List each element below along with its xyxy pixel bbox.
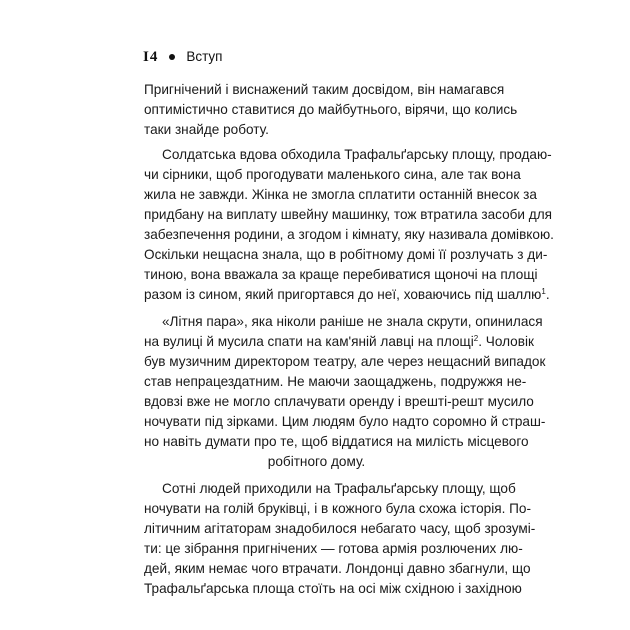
line-text: . Чоловік	[478, 334, 534, 349]
text-line: ти: це зібрання пригнічених — готова армія розлючених лю-	[144, 541, 523, 556]
text-line: вдовзі вже не могло сплачувати оренду і врешті-решт мусило	[144, 394, 534, 409]
text-line: літичним агітаторам знадобилося небагато часу, щоб зрозумі-	[144, 521, 536, 536]
text-line: Солдатська вдова обходила Трафальґарську площу, продаю-	[162, 147, 552, 162]
text-line: тиною, вона вважала за краще перебиватися щоночі на площі	[144, 267, 538, 282]
text-line: но навіть думати про те, щоб віддатися на милість місцевого	[144, 434, 529, 449]
text-line: ночувати під зірками. Цим людям було надто соромно й страш-	[144, 414, 546, 429]
text-line: ночувати на голій бруківці, і в кожного була схожа історія. По-	[144, 501, 531, 516]
text-line: жила не завжди. Жінка не змогла сплатити останній внесок за	[144, 187, 537, 202]
line-text: разом із сином, який пригортався до неї, ховаючись під шаллю	[144, 287, 542, 302]
text-line: таки знайде роботу.	[144, 122, 269, 137]
footnote-ref: 1	[541, 287, 546, 296]
text-line: оптимістично ставитися до майбутнього, вірячи, що колись	[144, 102, 518, 117]
bullet-separator	[169, 54, 175, 60]
text-line: Трафальґарська площа стоїть на осі між східною і західною	[144, 581, 522, 596]
line-text: на вулиці й мусила спати на кам'яній лавці на площі	[144, 334, 474, 349]
text-line: забезпечення родини, а згодом і кімнату, яку називала домівкою.	[144, 227, 554, 242]
text-line: чи сірники, щоб прогодувати маленького сина, але так вона	[144, 167, 521, 182]
section-title: Вступ	[186, 49, 223, 64]
text-line: робітного дому.	[267, 454, 366, 469]
text-line: Сотні людей приходили на Трафальґарську площу, щоб	[162, 481, 516, 496]
text-line: був музичним директором театру, але через нещасний випадок	[144, 354, 546, 369]
text-line: придбану на виплату швейну машинку, тож втратила засоби для	[144, 207, 553, 222]
running-head	[143, 47, 223, 67]
text-line: став непрацездатним. Не маючи заощаджень, подружжя не-	[144, 374, 527, 389]
text-line	[144, 332, 534, 352]
text-line: дей, яким немає чого втрачати. Лондонці давно збагнули, що	[144, 561, 531, 576]
text-line: Пригнічений і виснажений таким досвідом, він намагався	[144, 82, 505, 97]
text-line: «Літня пара», яка ніколи раніше не знала скрути, опинилася	[162, 314, 543, 329]
text-line: Оскільки нещасна знала, що в робітному домі її розлучать з ди-	[144, 247, 548, 262]
text-line: разом із сином, який пригортався до неї, ховаючись під шаллю$^1$.	[144, 287, 550, 302]
footnote-ref: 2	[473, 334, 479, 343]
page-number: I4	[143, 49, 159, 65]
